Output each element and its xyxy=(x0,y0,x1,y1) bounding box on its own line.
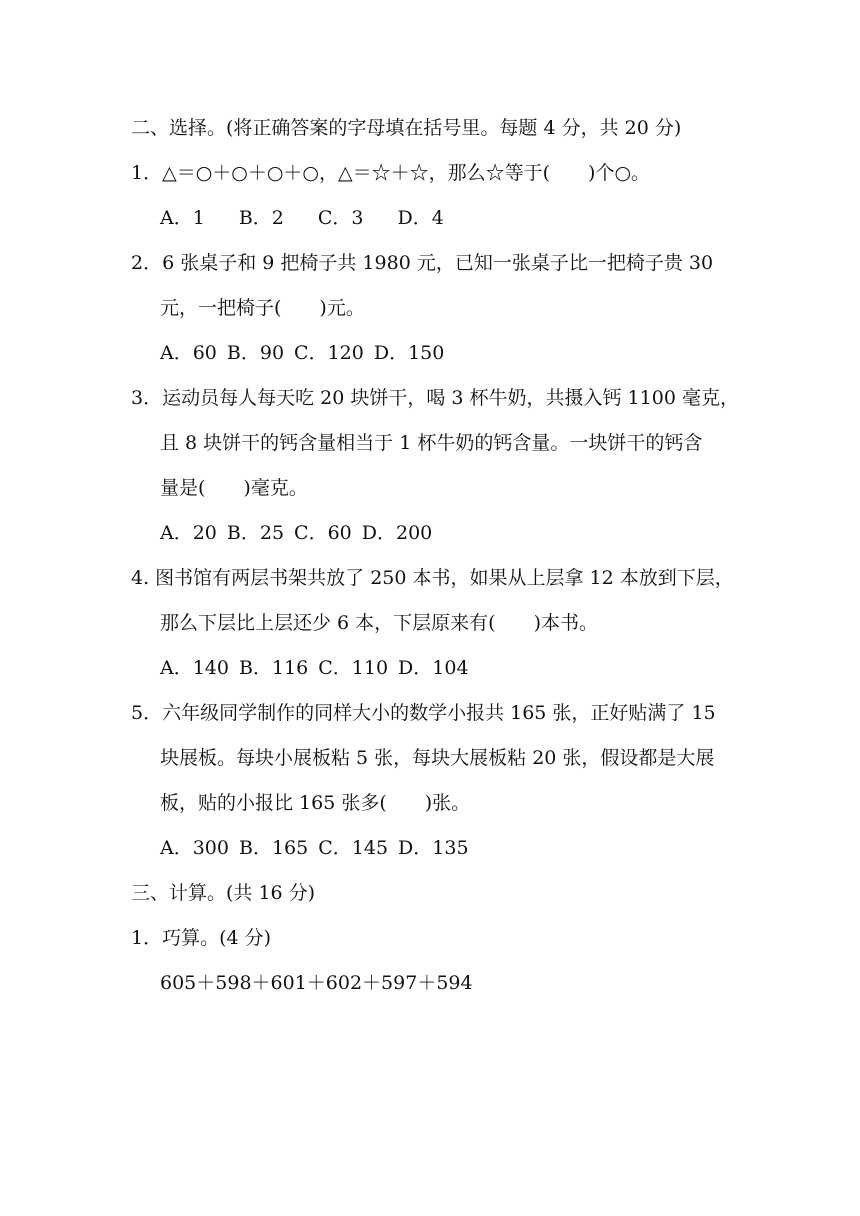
option-b: B．165 xyxy=(239,837,309,859)
option-a: A．20 xyxy=(160,522,217,544)
option-c: C．60 xyxy=(294,522,352,544)
option-d: D．4 xyxy=(397,207,444,229)
option-a: A．1 xyxy=(160,207,205,229)
question-1-options xyxy=(160,206,444,230)
question-5-options xyxy=(160,836,469,860)
question-3-line-2: 且 8 块饼干的钙含量相当于 1 杯牛奶的钙含量。一块饼干的钙含 xyxy=(160,432,703,454)
question-2-options xyxy=(160,341,444,365)
option-c: C．145 xyxy=(318,837,389,859)
question-3-line-3: 量是( )毫克。 xyxy=(160,477,308,499)
question-4-options xyxy=(160,656,469,680)
option-c: C．110 xyxy=(318,657,389,679)
option-a: A．60 xyxy=(160,342,217,364)
question-3-line-1: 3．运动员每人每天吃 20 块饼干，喝 3 杯牛奶，共摄入钙 1100 毫克， xyxy=(131,387,739,409)
section-3-question-1-title: 1．巧算。(4 分) xyxy=(131,927,272,949)
option-b: B．116 xyxy=(239,657,309,679)
option-d: D．135 xyxy=(398,837,469,859)
question-2-line-2: 元，一把椅子( )元。 xyxy=(160,297,365,319)
question-5-line-2: 块展板。每块小展板粘 5 张，每块大展板粘 20 张，假设都是大展 xyxy=(160,747,715,769)
option-c: C．120 xyxy=(294,342,364,364)
option-d: D．104 xyxy=(398,657,469,679)
section-3-question-1-expression: 605＋598＋601＋602＋597＋594 xyxy=(160,972,473,994)
question-3-options xyxy=(160,521,432,545)
question-5-line-1: 5．六年级同学制作的同样大小的数学小报共 165 张，正好贴满了 15 xyxy=(131,702,716,724)
question-5-line-3: 板，贴的小报比 165 张多( )张。 xyxy=(160,792,471,814)
option-b: B．2 xyxy=(238,207,284,229)
option-a: A．140 xyxy=(160,657,229,679)
section-3-title: 三、计算。(共 16 分) xyxy=(131,882,316,904)
option-b: B．25 xyxy=(226,522,285,544)
question-4-line-1: 4. 图书馆有两层书架共放了 250 本书，如果从上层拿 12 本放到下层， xyxy=(131,567,734,589)
option-a: A．300 xyxy=(160,837,229,859)
question-2-line-1: 2．6 张桌子和 9 把椅子共 1980 元，已知一张桌子比一把椅子贵 30 xyxy=(131,252,714,274)
option-d: D．200 xyxy=(361,522,433,544)
question-1-line-1: 1．△＝○＋○＋○＋○，△＝☆＋☆，那么☆等于( )个○。 xyxy=(131,162,651,184)
option-c: C．3 xyxy=(317,207,364,229)
section-2-title: 二、选择。(将正确答案的字母填在括号里。每题 4 分，共 20 分) xyxy=(131,117,682,139)
option-b: B．90 xyxy=(226,342,285,364)
question-4-line-2: 那么下层比上层还少 6 本，下层原来有( )本书。 xyxy=(160,612,598,634)
option-d: D．150 xyxy=(373,342,445,364)
